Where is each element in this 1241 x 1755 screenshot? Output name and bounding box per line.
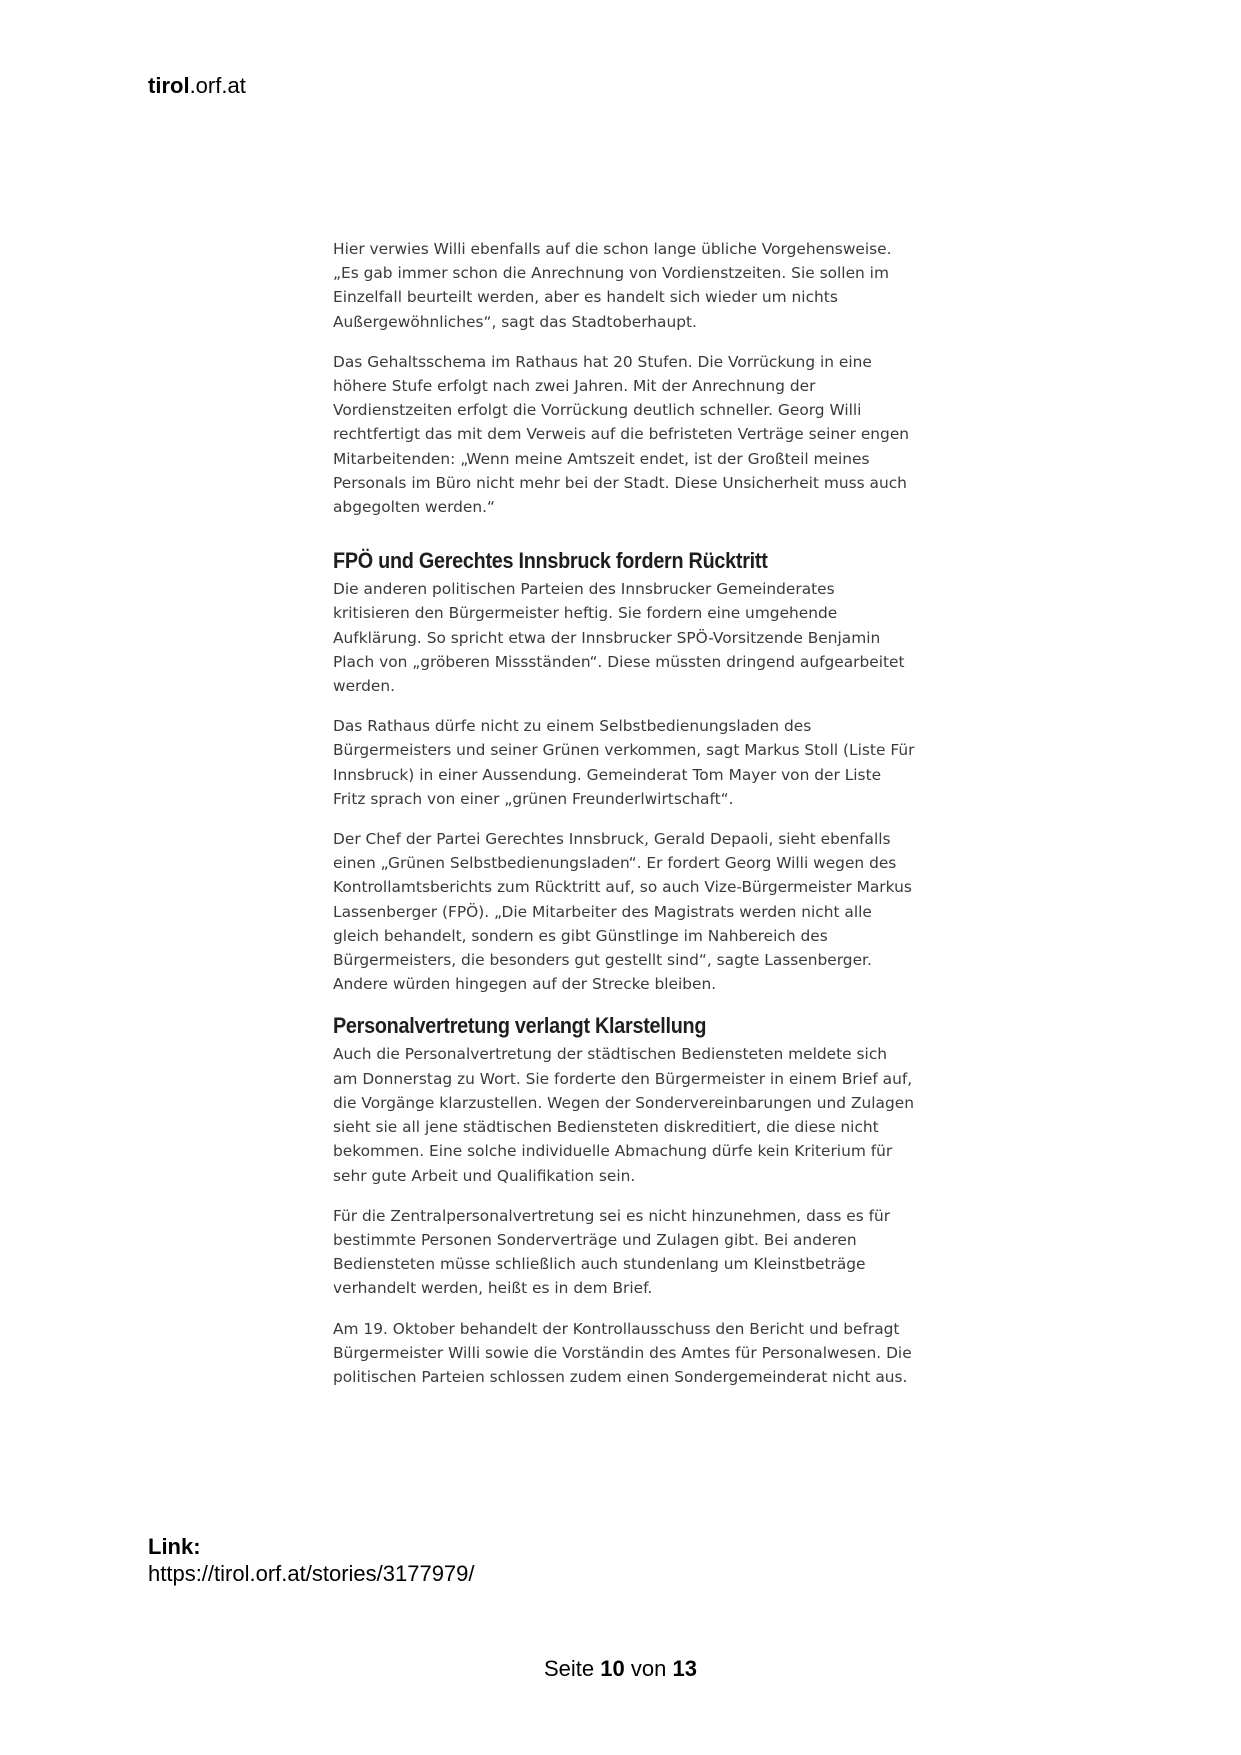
article-paragraph: Auch die Personalvertretung der städtischen Bediensteten meldete sich am Donnerstag zu Wort. Sie forderte den Bürgermeister in einem Brief auf, die Vorgänge klarzustellen. Wegen der Sondervereinbarungen und Zulagen sieht sie all jene städtischen Bediensteten diskreditiert, die diese nicht bekommen. Eine solche individuelle Abmachung dürfe kein Kriterium für sehr gute Arbeit und Qualifikation sein. — [333, 1045, 914, 1185]
article-paragraph: Hier verwies Willi ebenfalls auf die schon lange übliche Vorgehensweise. „Es gab immer schon die Anrechnung von Vordienstzeiten. Sie sollen im Einzelfall beurteilt werden, aber es handelt sich wieder um nichts Außergewöhnliches“, sagt das Stadtoberhaupt. — [333, 240, 892, 331]
current-page-number: 10 — [600, 1656, 625, 1681]
article-body — [333, 237, 915, 1405]
section-heading: FPÖ und Gerechtes Innsbruck fordern Rücktritt — [333, 548, 768, 574]
link-label: Link: — [148, 1534, 201, 1559]
source-link-block — [148, 1533, 475, 1587]
site-header — [148, 72, 246, 100]
total-pages-number: 13 — [672, 1656, 697, 1681]
article-paragraph: Das Rathaus dürfe nicht zu einem Selbstbedienungsladen des Bürgermeisters und seiner Grünen verkommen, sagt Markus Stoll (Liste Für Innsbruck) in einer Aussendung. Gemeinderat Tom Mayer von der Liste Fritz sprach von einer „grünen Freunderlwirtschaft“. — [333, 717, 915, 808]
page-footer — [0, 1655, 1241, 1683]
section-heading: Personalvertretung verlangt Klarstellung — [333, 1013, 707, 1039]
site-name-domain: .orf.at — [189, 73, 246, 98]
article-paragraph: Die anderen politischen Parteien des Innsbrucker Gemeinderates kritisieren den Bürgermeister heftig. Sie fordern eine umgehende Aufklärung. So spricht etwa der Innsbrucker SPÖ-Vorsitzende Benjamin Plach von „gröberen Missständen“. Diese müssten dringend aufgearbeitet werden. — [333, 580, 905, 696]
article-paragraph: Für die Zentralpersonalvertretung sei es nicht hinzunehmen, dass es für bestimmte Personen Sonderverträge und Zulagen gibt. Bei anderen Bediensteten müsse schließlich auch stundenlang um Kleinstbeträge verhandelt werden, heißt es in dem Brief. — [333, 1206, 891, 1298]
article-paragraph: Das Gehaltsschema im Rathaus hat 20 Stufen. Die Vorrückung in eine höhere Stufe erfolgt nach zwei Jahren. Mit der Anrechnung der Vordienstzeiten erfolgt die Vorrückung deutlich schneller. Georg Willi rechtfertigt das mit dem Verweis auf die befristeten Verträge seiner engen Mitarbeitenden: „Wenn meine Amtszeit endet, ist der Großteil meines Personals im Büro nicht mehr bei der Stadt. Diese Unsicherheit muss auch abgegolten werden.“ — [333, 352, 910, 517]
page-label: Seite — [544, 1656, 595, 1681]
article-paragraph: Am 19. Oktober behandelt der Kontrollausschuss den Bericht und befragt Bürgermeister Willi sowie die Vorständin des Amtes für Personalwesen. Die politischen Parteien schlossen zudem einen Sondergemeinderat nicht aus. — [333, 1319, 912, 1386]
site-name-bold: tirol — [148, 73, 190, 98]
source-link[interactable]: https://tirol.orf.at/stories/3177979/ — [148, 1561, 475, 1586]
article-paragraph: Der Chef der Partei Gerechtes Innsbruck, Gerald Depaoli, sieht ebenfalls einen „Grünen Selbstbedienungsladen“. Er fordert Georg Willi wegen des Kontrollamtsberichts zum Rücktritt auf, so auch Vize-Bürgermeister Markus Lassenberger (FPÖ). „Die Mitarbeiter des Magistrats werden nicht alle gleich behandelt, sondern es gibt Günstlinge im Nahbereich des Bürgermeisters, die besonders gut gestellt sind“, sagte Lassenberger. Andere würden hingegen auf der Strecke bleiben. — [333, 830, 912, 994]
page-of-label: von — [630, 1656, 667, 1681]
